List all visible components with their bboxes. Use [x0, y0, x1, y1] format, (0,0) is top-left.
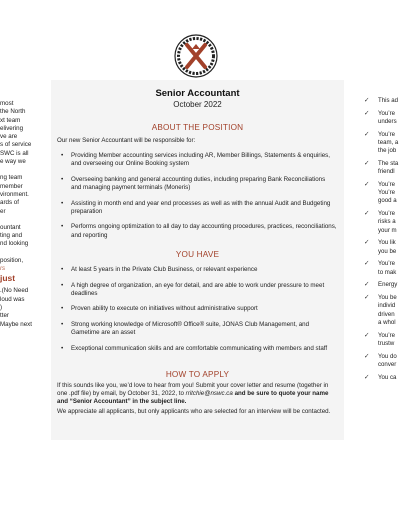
checklist-item-text: individ: [378, 302, 396, 310]
checklist-item: [364, 210, 400, 235]
left-column-line: rs: [0, 265, 6, 273]
left-column-line: er: [0, 207, 6, 215]
left-column-line: Maybe next: [0, 320, 32, 328]
left-column-line: .(No Need: [0, 287, 29, 295]
checklist-item-text: your m: [378, 226, 397, 234]
left-column-heading: just: [0, 273, 16, 284]
checklist-item-text: You’re: [378, 130, 396, 138]
apply-email-link[interactable]: rritchie@nswc.ca: [185, 390, 233, 398]
checklist-item-text: unders: [378, 118, 397, 125]
checklist-item: [364, 294, 400, 327]
checkmark-icon: ✓: [364, 109, 370, 117]
left-column-line: ards of: [0, 199, 19, 207]
checklist-item-text: you be: [378, 247, 397, 255]
left-column-line: ountant: [0, 223, 21, 231]
qualification-item: • Strong working knowledge of Microsoft® Office® suite, JONAS Club Management, and Gametime are an asset: [61, 321, 337, 337]
checklist-item-text: You’re: [378, 260, 396, 268]
checkmark-icon: ✓: [364, 260, 370, 268]
checklist-item-text: You ca: [378, 373, 397, 381]
checklist-item-text: driven: [378, 310, 395, 318]
checklist-item-text: conver: [378, 360, 397, 368]
about-heading: ABOUT THE POSITION: [151, 123, 244, 132]
checklist-item-text: friendl: [378, 168, 395, 176]
checkmark-icon: ✓: [364, 239, 370, 247]
checkmark-icon: ✓: [364, 373, 370, 381]
checklist-item-text: You’re: [378, 189, 396, 197]
checklist-item: [364, 374, 400, 382]
qualification-item: • A high degree of organization, an eye for detail, and are able to work under pressure to meet deadlines: [61, 282, 337, 298]
checkmark-icon: ✓: [364, 97, 370, 104]
checkmark-icon: ✓: [364, 281, 370, 289]
checklist-item-text: You do: [378, 352, 397, 360]
left-column-line: s of service: [0, 141, 32, 149]
left-column-line: ng team: [0, 174, 23, 182]
left-column-line: xt team: [0, 116, 21, 124]
checkmark-icon: ✓: [364, 130, 370, 138]
job-title: Senior Accountant: [155, 88, 240, 99]
posting-date: October 2022: [173, 100, 222, 109]
checklist-item-text: You’re: [378, 109, 396, 117]
checklist-item-text: good a: [378, 197, 397, 205]
checklist-item-text: You’re: [378, 331, 396, 339]
checklist-item-text: Energy: [378, 281, 398, 289]
left-column-line: ting and: [0, 232, 23, 240]
checklist-item-text: You’re: [378, 210, 396, 218]
left-column-line: e way we: [0, 158, 26, 166]
checkmark-icon: ✓: [364, 160, 370, 167]
checkmark-icon: ✓: [364, 294, 370, 302]
checklist-item-text: team, a: [378, 139, 399, 146]
left-column-line: position,: [0, 256, 24, 264]
responsibility-item: • Providing Member accounting services including AR, Member Billings, Statements & enquiries, and overseeing our Online Booking system: [61, 152, 337, 168]
checklist-item-text: You’re: [378, 181, 396, 188]
club-crest-logo: [173, 33, 219, 79]
qualification-item: • At least 5 years in the Private Club Business, or relevant experience: [61, 266, 337, 274]
checklist-item-text: the job: [378, 147, 397, 155]
left-column-line: ve are: [0, 133, 18, 141]
checklist-item: [364, 239, 400, 255]
checklist-item-text: risks a: [378, 218, 396, 226]
responsibility-item: • Overseeing banking and general accounting duties, including preparing Bank Reconciliations and managing payment terminals (Moneris): [61, 176, 337, 192]
checklist-item-text: to mak: [378, 268, 397, 276]
qualification-item: • Proven ability to execute on initiatives without administrative support: [61, 305, 337, 313]
left-column-line: loud was: [0, 295, 25, 303]
checklist-item: [364, 260, 400, 276]
how-to-apply-heading: HOW TO APPLY: [165, 370, 230, 379]
apply-instructions: If this sounds like you, we’d love to hear from you! Submit your cover letter and resume (together in one .pdf file) by email, by October 31, 2022, to rritchie@nswc.ca and be sure to quote your name and “Senior Accountant” in the subject line.: [57, 382, 329, 406]
left-column-line: SWC is all: [0, 149, 29, 157]
checklist-item-text: You lik: [378, 239, 396, 247]
left-column-line: tter: [0, 312, 9, 320]
checklist-item: [364, 181, 400, 206]
you-have-heading: YOU HAVE: [175, 250, 220, 259]
checklist-item: [364, 332, 400, 348]
checklist-item: [364, 110, 400, 126]
checkmark-icon: ✓: [364, 181, 370, 188]
responsibility-item: • Assisting in month end and year end processes as well as with the annual Audit and Budgeting preparation: [61, 200, 337, 216]
checklist-item: [364, 353, 400, 369]
left-column-line: nd looking: [0, 240, 29, 248]
left-column-line: the North: [0, 108, 26, 116]
checklist-item: [364, 131, 400, 156]
left-column-line: vironment.: [0, 190, 29, 198]
checklist-item-text: The sta: [378, 160, 399, 167]
qualifications-list: [61, 266, 337, 360]
apply-note: We appreciate all applicants, but only applicants who are selected for an interview will be contacted.: [57, 408, 331, 415]
qualification-item: • Exceptional communication skills and are comfortable communicating with members and staff: [61, 345, 337, 353]
checklist-item-text: a whol: [378, 318, 396, 326]
checkmark-icon: ✓: [364, 352, 370, 360]
checklist-item-text: trustw: [378, 339, 395, 347]
responsibility-item: • Performs ongoing optimization to all day to day accounting procedures, practices, reconciliations, and reporting: [61, 223, 337, 239]
left-column-text: [0, 100, 50, 329]
left-column-line: ): [0, 303, 3, 311]
left-column-line: elivering: [0, 124, 24, 132]
right-column-checklist: [364, 97, 400, 386]
responsibilities-list: [61, 152, 337, 247]
checkmark-icon: ✓: [364, 210, 370, 218]
checklist-item: [364, 97, 400, 105]
checklist-item: [364, 281, 400, 289]
left-column-line: member: [0, 182, 23, 190]
checkmark-icon: ✓: [364, 331, 370, 339]
checklist-item: [364, 160, 400, 176]
about-intro: Our new Senior Accountant will be responsible for:: [57, 137, 196, 144]
checklist-item-text: This ad: [378, 97, 398, 104]
job-posting-panel: [51, 80, 344, 440]
checklist-item-text: You be: [378, 294, 397, 302]
left-column-line: most: [0, 100, 14, 107]
